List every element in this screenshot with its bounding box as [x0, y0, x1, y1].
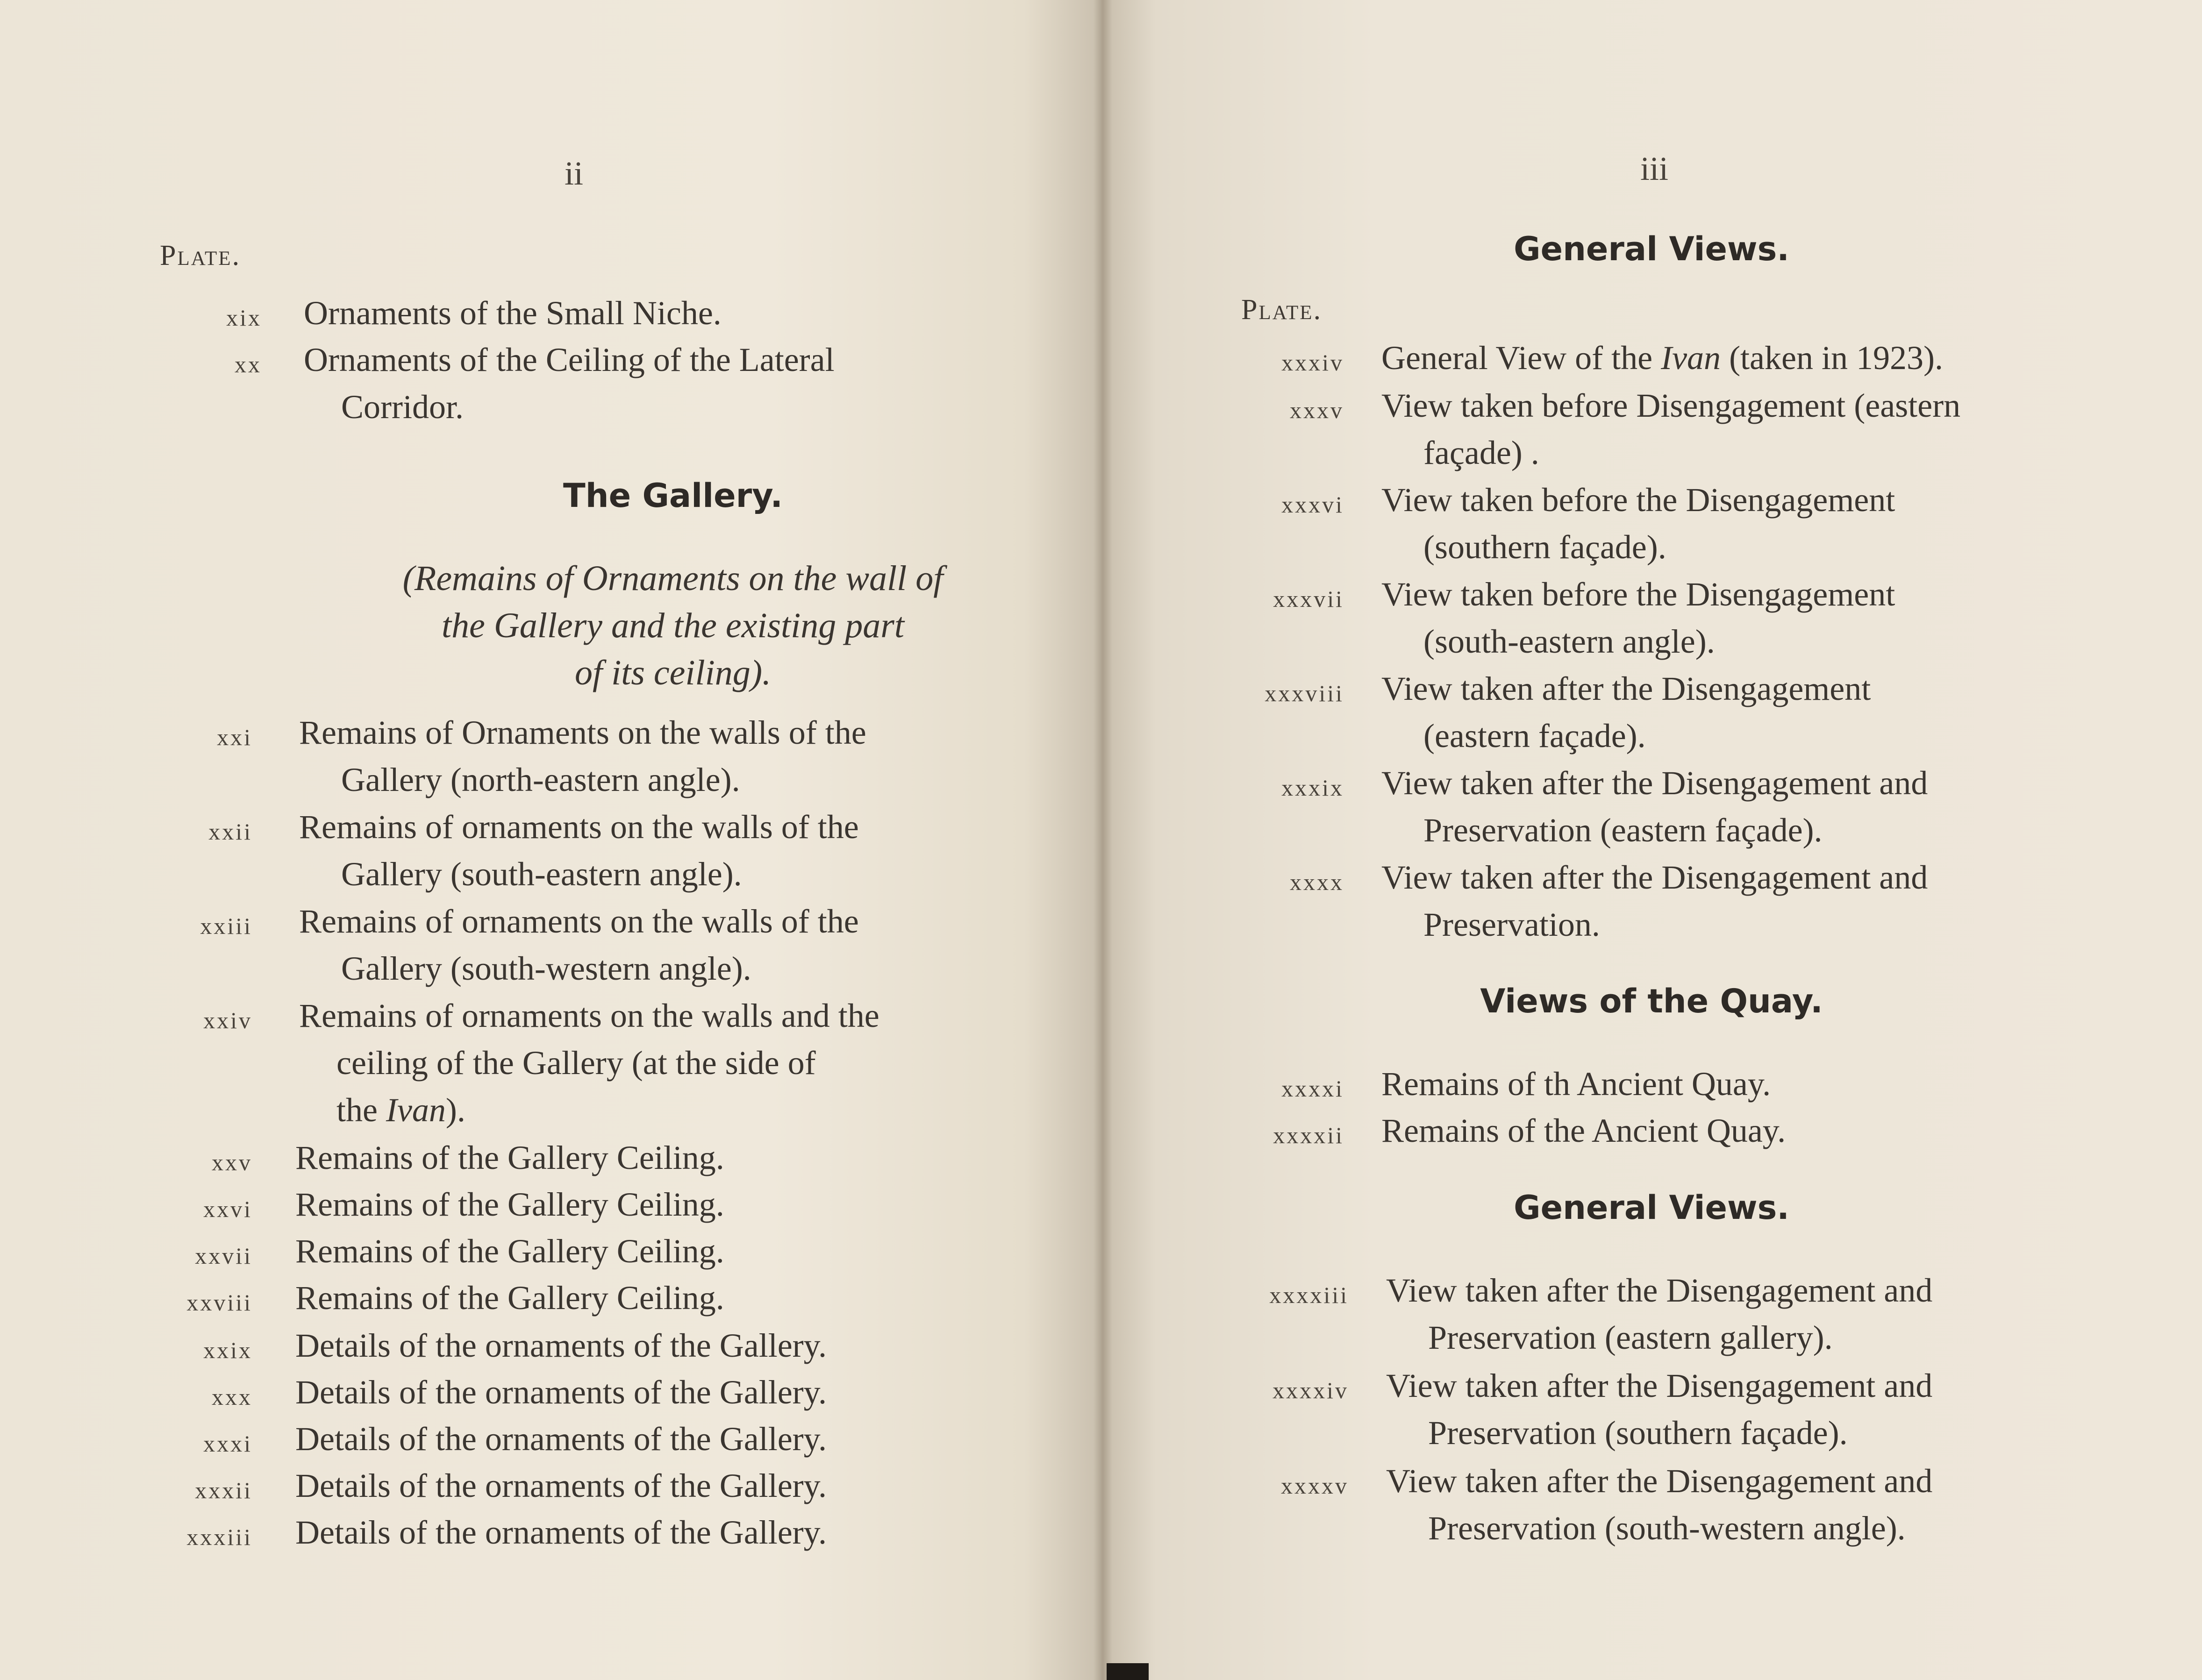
plate-number: xxxviii [1265, 680, 1344, 706]
plate-description: Remains of the Ancient Quay. [1381, 1112, 1786, 1149]
plate-number: xxxi [203, 1431, 252, 1457]
plate-number: xix [226, 305, 262, 331]
plate-description: Details of the ornaments of the Gallery. [295, 1374, 827, 1411]
right-folio: iii [1640, 150, 1669, 187]
plate-number: xxxvii [1273, 586, 1344, 612]
plate-number: xxxx [1290, 869, 1344, 895]
plate-number: xx [235, 351, 262, 377]
book-gutter [1094, 0, 1112, 1680]
gutter-mark [1107, 1663, 1149, 1680]
plate-description: Remains of th Ancient Quay. [1381, 1065, 1771, 1103]
plate-description: Remains of ornaments on the walls and the ceiling of the Gallery (at the side of the Ivan). [299, 997, 879, 1129]
plate-description: View taken after the Disengagement and Preservation (south-western angle). [1386, 1462, 1933, 1547]
plate-number: xxxxiii [1269, 1282, 1349, 1308]
plate-number: xxxxv [1281, 1473, 1349, 1499]
plate-number: xxxix [1281, 775, 1344, 801]
section-title-gallery: The Gallery. [563, 477, 783, 515]
section-title-general-views: General Views. [1514, 230, 1789, 268]
left-folio: ii [565, 155, 584, 192]
plate-description: Remains of the Gallery Ceiling. [295, 1279, 724, 1317]
plate-description: General View of the Ivan (taken in 1923). [1381, 339, 1943, 377]
plate-description: View taken before the Disengagement (south-eastern angle). [1381, 576, 1895, 660]
plate-number: xxii [208, 819, 252, 845]
section-title-views-of-the-quay: Views of the Quay. [1480, 982, 1823, 1020]
plate-description: Details of the ornaments of the Gallery. [295, 1467, 827, 1504]
plate-number: xxiv [203, 1007, 252, 1033]
plate-description: Ornaments of the Ceiling of the Lateral Corridor. [304, 341, 835, 426]
plate-number: xxv [212, 1149, 252, 1175]
section-intro: (Remains of Ornaments on the wall of the Gallery and the existing part of its ceiling). [402, 559, 944, 692]
plate-number: xxiii [200, 913, 252, 939]
plate-description: Remains of Ornaments on the walls of the Gallery (north-eastern angle). [299, 714, 866, 798]
plate-description: View taken after the Disengagement and Preservation (eastern gallery). [1386, 1272, 1933, 1356]
plate-description: Details of the ornaments of the Gallery. [295, 1514, 827, 1551]
plate-description: Ornaments of the Small Niche. [304, 294, 722, 332]
plate-description: Remains of the Gallery Ceiling. [295, 1232, 724, 1270]
plate-description: View taken before Disengagement (eastern façade) . [1381, 387, 1961, 471]
plate-number: xxxxiv [1273, 1377, 1349, 1403]
plate-description: Remains of ornaments on the walls of the Gallery (south-western angle). [299, 903, 859, 987]
plate-description: Remains of the Gallery Ceiling. [295, 1139, 724, 1176]
plate-description: Details of the ornaments of the Gallery. [295, 1420, 827, 1458]
plate-description: View taken after the Disengagement and Preservation. [1381, 859, 1928, 943]
plate-number: xxvii [195, 1243, 252, 1269]
plate-number: xxviii [186, 1289, 252, 1316]
plate-description: View taken before the Disengagement (southern façade). [1381, 481, 1895, 566]
plate-description: Details of the ornaments of the Gallery. [295, 1327, 827, 1364]
plate-number: xxxv [1290, 397, 1344, 423]
plate-description: View taken after the Disengagement and Preservation (eastern façade). [1381, 764, 1928, 849]
left-plate-heading: Plate. [160, 240, 241, 271]
plate-description: Remains of ornaments on the walls of the Gallery (south-eastern angle). [299, 808, 859, 893]
plate-number: xxxxii [1273, 1122, 1344, 1148]
plate-number: xxxxi [1281, 1075, 1344, 1102]
plate-number: xxxii [195, 1477, 252, 1503]
plate-description: View taken after the Disengagement (eastern façade). [1381, 670, 1871, 755]
plate-description: Remains of the Gallery Ceiling. [295, 1186, 724, 1223]
plate-number: xxxvi [1281, 491, 1344, 518]
plate-number: xxix [203, 1337, 252, 1363]
plate-description: View taken after the Disengagement and Preservation (southern façade). [1386, 1367, 1933, 1452]
plate-number: xxx [212, 1384, 252, 1410]
plate-number: xxxiv [1281, 349, 1344, 376]
right-page [1101, 0, 2202, 1680]
right-plate-heading: Plate. [1241, 294, 1323, 326]
plate-number: xxxiii [186, 1524, 252, 1550]
section-title-general-views-2: General Views. [1514, 1189, 1789, 1227]
plate-number: xxvi [203, 1196, 252, 1222]
plate-number: xxi [217, 724, 252, 750]
